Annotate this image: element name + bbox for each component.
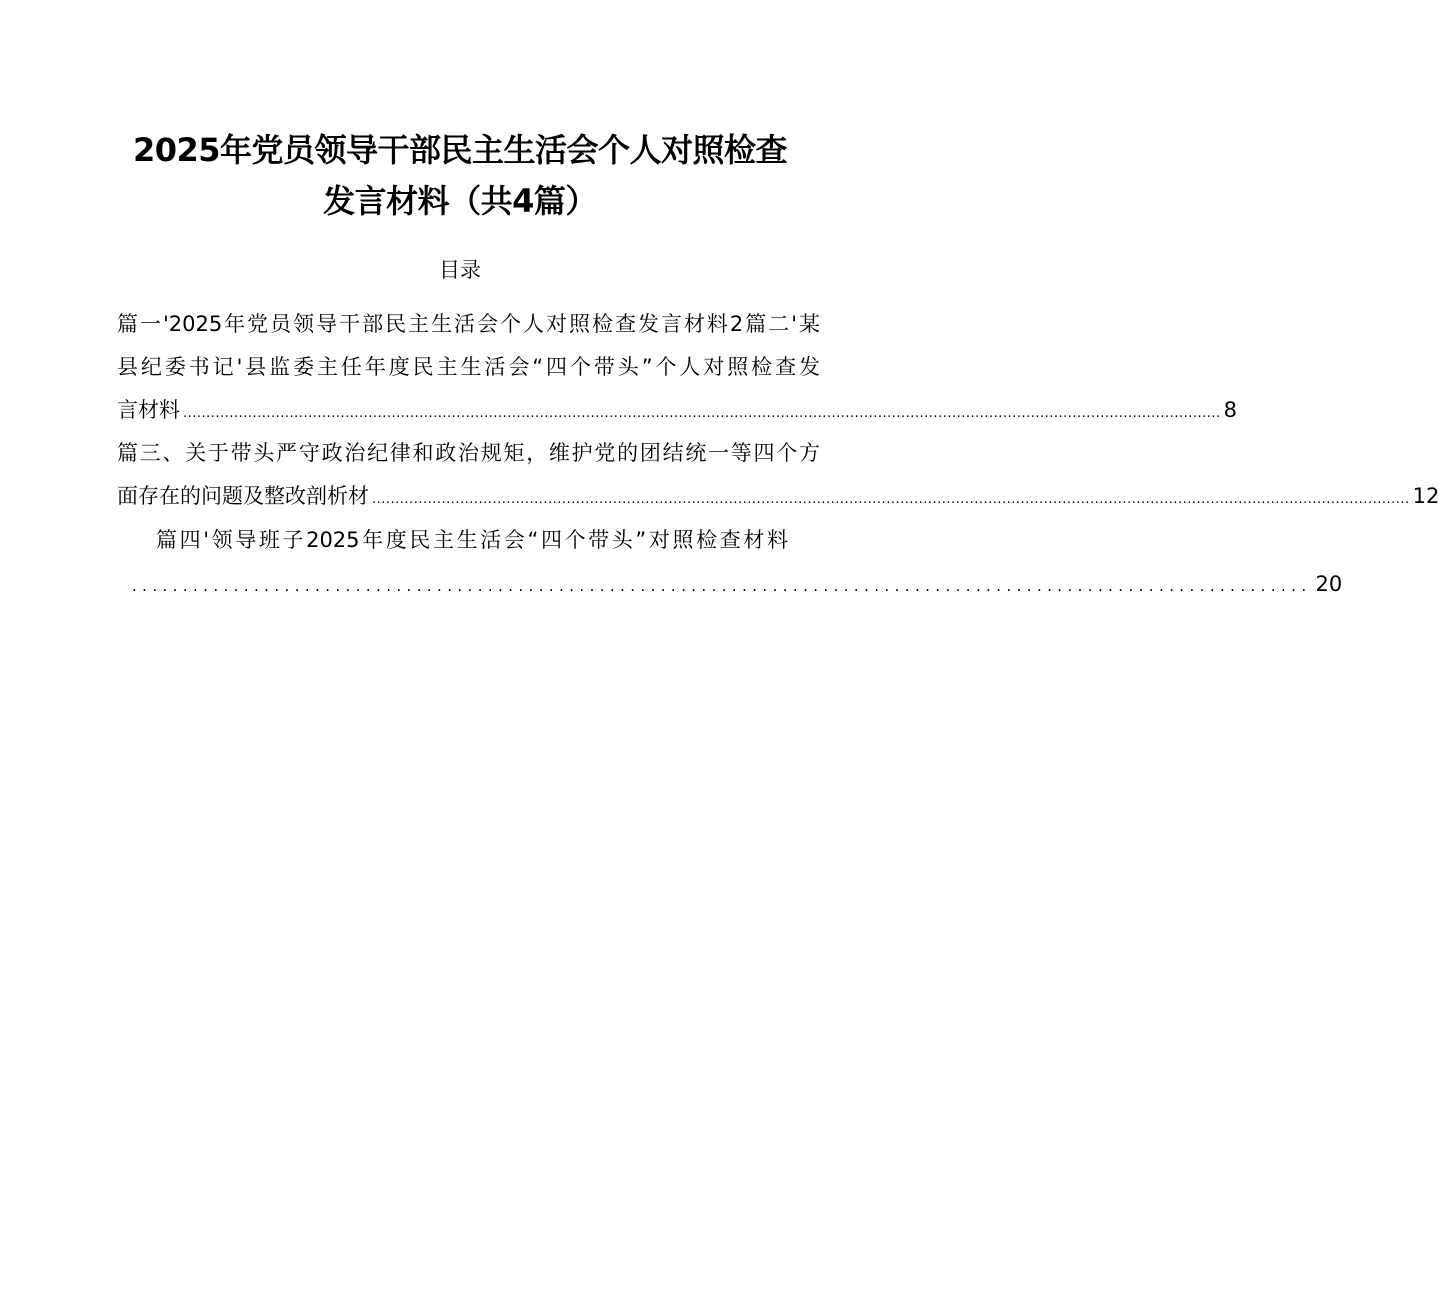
- toc-entry-2-leader[interactable]: [117, 398, 1238, 422]
- toc-entry-3-leader[interactable]: [117, 484, 1439, 508]
- dot-leader: ....................................................................................................................: [132, 577, 1312, 595]
- document-title-line-2: 发言材料（共4篇）: [323, 182, 597, 220]
- dot-leader: ................................................................................................................................................................................................................................: [372, 492, 1410, 507]
- toc-line-3[interactable]: 篇三、关于带头严守政治纪律和政治规矩，维护党的团结统一等四个方: [117, 441, 820, 465]
- toc-line-2[interactable]: 县纪委书记'县监委主任年度民主生活会“四个带头”个人对照检查发: [117, 355, 820, 379]
- toc-line-1[interactable]: 篇一'2025年党员领导干部民主生活会个人对照检查发言材料2篇二'某: [117, 312, 820, 336]
- toc-entry-3-tail: 面存在的问题及整改剖析材: [117, 484, 369, 508]
- toc-entry-4-page: 20: [1315, 572, 1343, 596]
- toc-heading: 目录: [439, 258, 481, 282]
- dot-leader: ................................................................................................................................................................................................................................: [183, 406, 1221, 421]
- document-title-line-1: 2025年党员领导干部民主生活会个人对照检查: [132, 131, 788, 169]
- toc-entry-3-page: 12: [1412, 484, 1439, 508]
- toc-entry-2-tail: 言材料: [117, 398, 180, 422]
- toc-line-4[interactable]: 篇四'领导班子2025年度民主生活会“四个带头”对照检查材料: [156, 528, 788, 552]
- toc-entry-2-page: 8: [1223, 398, 1238, 422]
- toc-entry-4-leader[interactable]: [132, 572, 1343, 596]
